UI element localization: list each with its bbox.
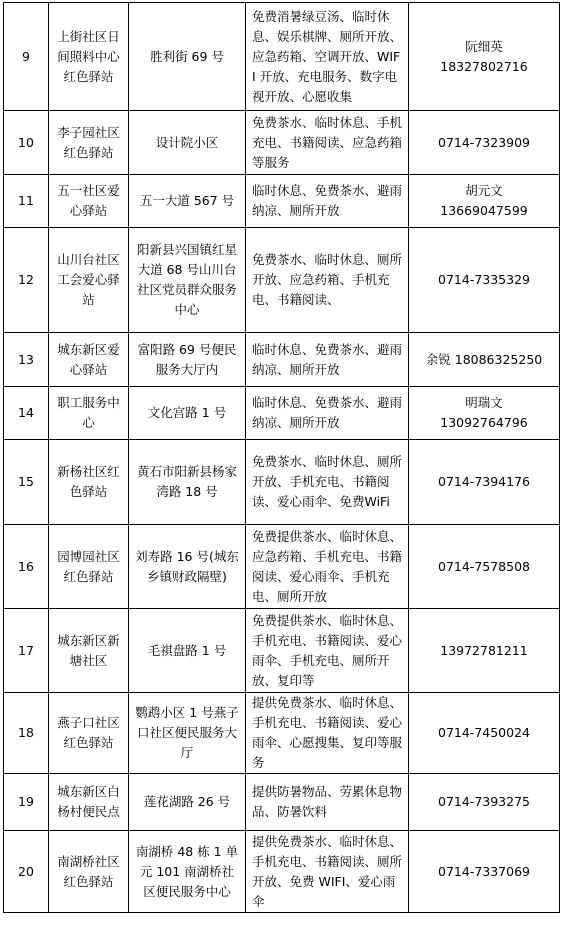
table-row bbox=[4, 774, 560, 831]
station-services: 免费茶水、临时休息、厕所开放、手机充电、书籍阅读、爱心雨伞、免费WiFi bbox=[246, 440, 409, 525]
station-table bbox=[3, 2, 560, 913]
station-address: 黄石市阳新县杨家湾路 18 号 bbox=[129, 440, 246, 525]
contact-line: 0714-7323909 bbox=[438, 134, 530, 150]
station-contact bbox=[409, 831, 560, 913]
station-name: 新杨社区红色驿站 bbox=[49, 440, 129, 525]
station-name: 城东新区新塘社区 bbox=[49, 609, 129, 693]
station-services: 临时休息、免费茶水、避雨纳凉、厕所开放 bbox=[246, 175, 409, 228]
table-row bbox=[4, 3, 560, 111]
table-row bbox=[4, 175, 560, 228]
station-name: 燕子口社区红色驿站 bbox=[49, 693, 129, 774]
station-address: 富阳路 69 号便民服务大厅内 bbox=[129, 333, 246, 387]
station-services: 免费茶水、临时休息、手机充电、书籍阅读、应急药箱等服务 bbox=[246, 111, 409, 175]
table-row bbox=[4, 228, 560, 333]
table-row bbox=[4, 440, 560, 525]
row-number: 10 bbox=[4, 111, 49, 175]
contact-line: 0714-7337069 bbox=[438, 863, 530, 879]
station-contact bbox=[409, 175, 560, 228]
row-number: 11 bbox=[4, 175, 49, 228]
contact-line: 0714-7335329 bbox=[438, 272, 530, 287]
station-contact bbox=[409, 228, 560, 333]
contact-line: 余锐 18086325250 bbox=[425, 351, 543, 367]
station-name: 职工服务中心 bbox=[49, 387, 129, 440]
contact-line: 胡元文 bbox=[465, 183, 503, 198]
station-services: 免费消暑绿豆汤、临时休息、娱乐棋牌、厕所开放、应急药箱、空调开放、WIFI 开放、充电服务、数字电视开放、心愿收集 bbox=[246, 3, 409, 111]
station-services: 临时休息、免费茶水、避雨纳凉、厕所开放 bbox=[246, 333, 409, 387]
contact-line: 13092764796 bbox=[440, 415, 528, 430]
table-row bbox=[4, 525, 560, 609]
station-address: 五一大道 567 号 bbox=[129, 175, 246, 228]
contact-line: 0714-7450024 bbox=[438, 725, 530, 740]
station-services: 免费提供茶水、临时休息、应急药箱、手机充电、书籍阅读、爱心雨伞、手机充电、厕所开放 bbox=[246, 525, 409, 609]
row-number: 13 bbox=[4, 333, 49, 387]
station-contact bbox=[409, 525, 560, 609]
station-name: 园博园社区红色驿站 bbox=[49, 525, 129, 609]
station-address: 文化宫路 1 号 bbox=[129, 387, 246, 440]
row-number: 12 bbox=[4, 228, 49, 333]
station-contact bbox=[409, 3, 560, 111]
station-address: 莲花湖路 26 号 bbox=[129, 774, 246, 831]
row-number: 9 bbox=[4, 3, 49, 111]
station-address: 鹦鹉小区 1 号燕子口社区便民服务大厅 bbox=[129, 693, 246, 774]
table-row bbox=[4, 333, 560, 387]
station-services: 提供防暑物品、劳累休息物品、防暑饮料 bbox=[246, 774, 409, 831]
station-contact bbox=[409, 387, 560, 440]
contact-line: 0714-7578508 bbox=[438, 558, 530, 574]
station-contact bbox=[409, 333, 560, 387]
row-number: 19 bbox=[4, 774, 49, 831]
station-address: 阳新县兴国镇红星大道 68 号山川台社区党员群众服务中心 bbox=[129, 228, 246, 333]
station-services: 免费提供茶水、临时休息、手机充电、书籍阅读、爱心雨伞、手机充电、厕所开放、复印等 bbox=[246, 609, 409, 693]
row-number: 17 bbox=[4, 609, 49, 693]
table-row bbox=[4, 693, 560, 774]
station-contact bbox=[409, 440, 560, 525]
table-row bbox=[4, 387, 560, 440]
station-name: 南湖桥社区红色驿站 bbox=[49, 831, 129, 913]
station-name: 上街社区日间照料中心红色驿站 bbox=[49, 3, 129, 111]
row-number: 20 bbox=[4, 831, 49, 913]
station-address: 胜利街 69 号 bbox=[129, 3, 246, 111]
station-services: 提供免费茶水、临时休息、手机充电、书籍阅读、爱心雨伞、心愿搜集、复印等服务 bbox=[246, 693, 409, 774]
contact-line: 18327802716 bbox=[440, 58, 528, 74]
table-row bbox=[4, 831, 560, 913]
station-contact bbox=[409, 774, 560, 831]
station-contact bbox=[409, 609, 560, 693]
row-number: 16 bbox=[4, 525, 49, 609]
station-services: 提供免费茶水、临时休息、手机充电、书籍阅读、厕所开放、免费 WIFI、爱心雨伞 bbox=[246, 831, 409, 913]
station-name: 李子园社区红色驿站 bbox=[49, 111, 129, 175]
contact-line: 0714-7394176 bbox=[438, 474, 530, 489]
station-address: 毛祺盘路 1 号 bbox=[129, 609, 246, 693]
table-row bbox=[4, 609, 560, 693]
contact-line: 明瑞文 bbox=[465, 395, 503, 410]
contact-line: 13972781211 bbox=[440, 642, 528, 658]
station-name: 五一社区爱心驿站 bbox=[49, 175, 129, 228]
station-services: 免费茶水、临时休息、厕所开放、应急药箱、手机充电、书籍阅读、 bbox=[246, 228, 409, 333]
station-name: 城东新区白杨村便民点 bbox=[49, 774, 129, 831]
station-address: 刘寿路 16 号(城东乡镇财政隔壁) bbox=[129, 525, 246, 609]
station-address: 设计院小区 bbox=[129, 111, 246, 175]
contact-line: 0714-7393275 bbox=[438, 794, 530, 809]
station-contact bbox=[409, 111, 560, 175]
table-row bbox=[4, 111, 560, 175]
contact-line: 13669047599 bbox=[440, 203, 528, 218]
station-name: 山川台社区工会爱心驿站 bbox=[49, 228, 129, 333]
station-address: 南湖桥 48 栋 1 单元 101 南湖桥社区便民服务中心 bbox=[129, 831, 246, 913]
contact-line: 阮细英 bbox=[465, 38, 503, 54]
row-number: 15 bbox=[4, 440, 49, 525]
station-name: 城东新区爱心驿站 bbox=[49, 333, 129, 387]
row-number: 18 bbox=[4, 693, 49, 774]
row-number: 14 bbox=[4, 387, 49, 440]
station-contact bbox=[409, 693, 560, 774]
station-services: 临时休息、免费茶水、避雨纳凉、厕所开放 bbox=[246, 387, 409, 440]
